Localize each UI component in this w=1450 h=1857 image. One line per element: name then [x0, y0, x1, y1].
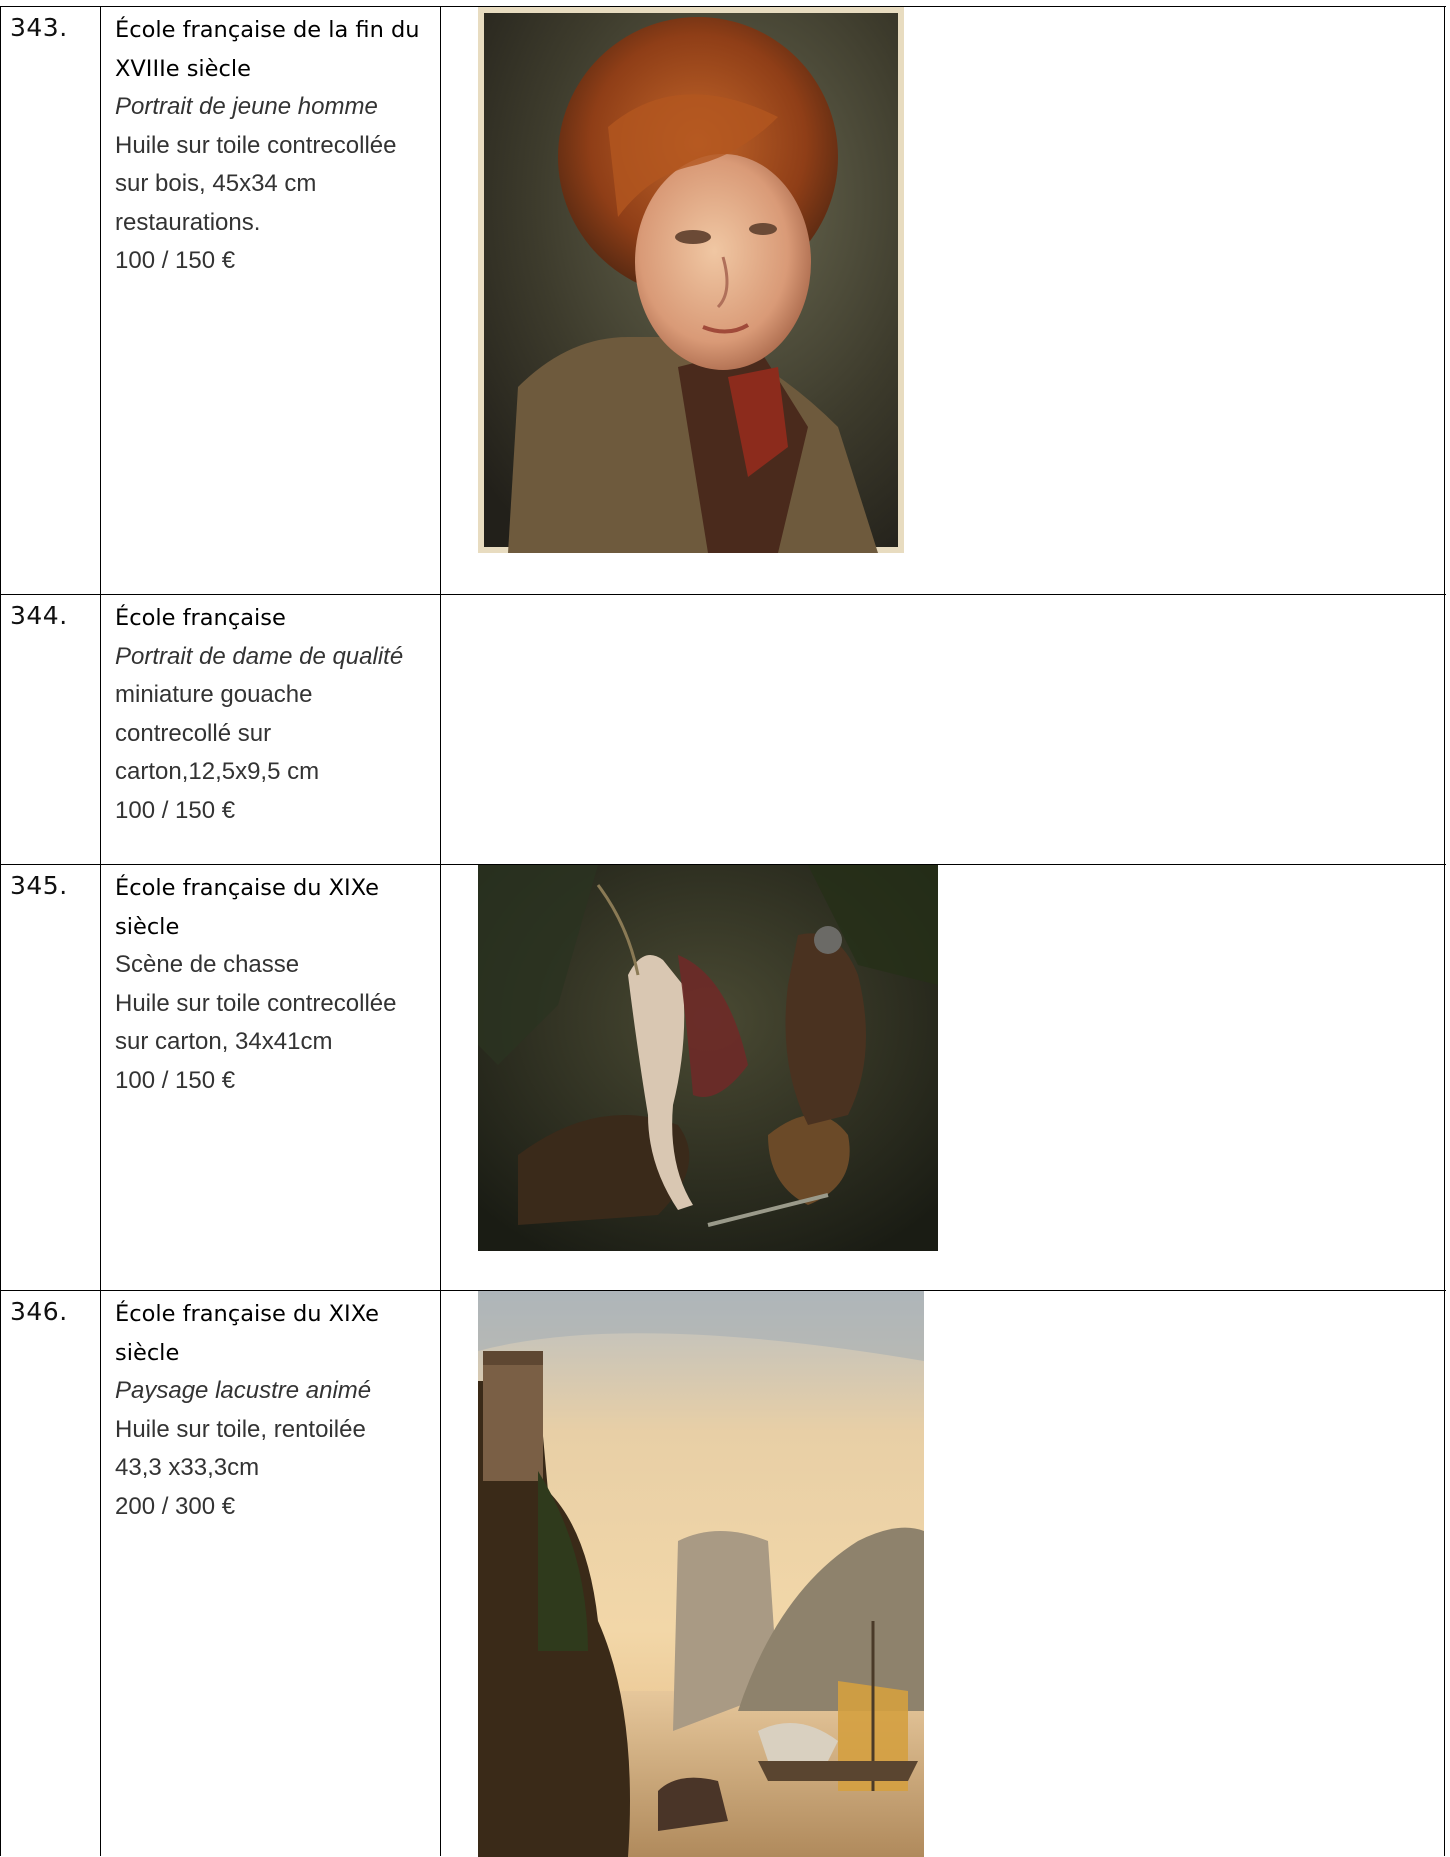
lot-estimate: 100 / 150 €: [115, 247, 236, 274]
lot-photo-hunting-scene: [478, 865, 938, 1251]
lot-attribution: École française du XIXe: [115, 1301, 379, 1327]
lot-medium: Huile sur toile contrecollée: [115, 989, 397, 1017]
lot-row: [0, 594, 1446, 864]
lot-attribution: École française du XIXe: [115, 875, 379, 901]
lot-attribution: École française: [115, 605, 286, 631]
lot-number: 346.: [10, 1297, 68, 1326]
lot-medium: sur bois, 45x34 cm: [115, 170, 317, 197]
lot-description: [115, 11, 435, 281]
lot-number: 343.: [10, 13, 68, 42]
lot-row: [0, 864, 1446, 1290]
lot-description: [115, 1295, 435, 1526]
lot-number: 344.: [10, 601, 68, 630]
lot-estimate: 100 / 150 €: [115, 796, 236, 824]
lot-number: 345.: [10, 871, 68, 900]
lot-attribution: siècle: [115, 1339, 180, 1366]
lot-medium: 43,3 x33,3cm: [115, 1454, 260, 1481]
lot-medium: contrecollé sur: [115, 719, 272, 747]
lot-subject: Portrait de jeune homme: [115, 93, 378, 120]
lot-condition: restaurations.: [115, 208, 261, 236]
lot-description: [115, 869, 435, 1100]
lot-subject: Portrait de dame de qualité: [115, 642, 404, 670]
lot-estimate: 100 / 150 €: [115, 1066, 236, 1094]
lot-subject: Scène de chasse: [115, 951, 300, 978]
lot-attribution: XVIIIe siècle: [115, 55, 251, 82]
lot-row: [0, 6, 1446, 594]
lot-photo-portrait: [478, 7, 904, 553]
lot-photo-lake-landscape: [478, 1291, 924, 1857]
lot-attribution: École française de la fin du: [115, 17, 420, 43]
lot-medium: carton,12,5x9,5 cm: [115, 758, 320, 785]
lot-subject: Paysage lacustre animé: [115, 1377, 372, 1404]
lot-medium: miniature gouache: [115, 681, 313, 708]
lot-medium: sur carton, 34x41cm: [115, 1028, 333, 1055]
lot-medium: Huile sur toile contrecollée: [115, 131, 397, 159]
lot-attribution: siècle: [115, 913, 180, 940]
lot-medium: Huile sur toile, rentoilée: [115, 1415, 366, 1443]
lot-row: [0, 1290, 1446, 1856]
lot-description: [115, 599, 435, 830]
lot-estimate: 200 / 300 €: [115, 1492, 236, 1520]
